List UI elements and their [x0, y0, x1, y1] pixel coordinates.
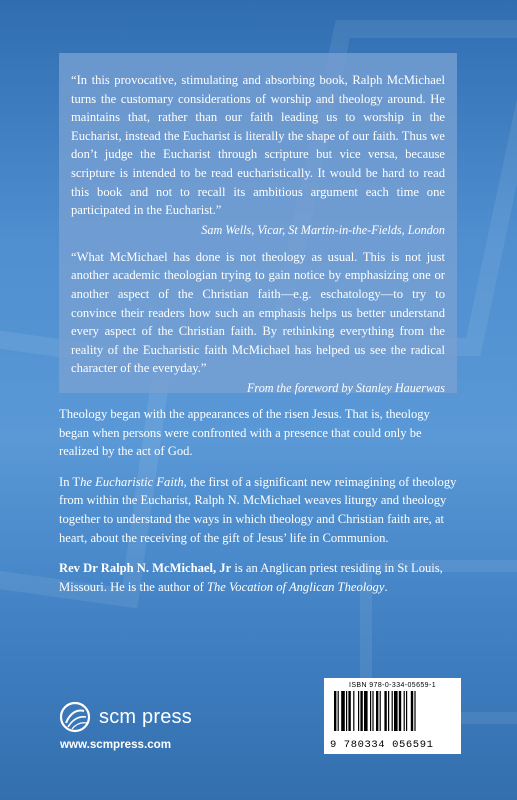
endorsement-attribution-2: From the foreword by Stanley Hauerwas — [246, 380, 445, 395]
barcode-bar — [384, 691, 386, 731]
book-title: he Eucharistic Faith — [80, 474, 184, 489]
author-name: Rev Dr Ralph N. McMichael, Jr — [59, 561, 232, 576]
publisher-name: scm press — [99, 706, 192, 728]
barcode-bar — [392, 691, 393, 731]
barcode-bar — [388, 691, 389, 731]
barcode-bar — [370, 691, 371, 731]
barcode-bar — [341, 691, 345, 731]
barcode-bar — [414, 691, 415, 731]
barcode-bar — [334, 691, 336, 731]
description-paragraph-1: Theology began with the appearances of the risen Jesus. That is, theology began when persons were confronted with a presence that could only be realized by the act of God. — [59, 407, 430, 459]
isbn-label: ISBN 978-0-334-05659-1 — [348, 682, 437, 689]
description-paragraph-2 — [59, 473, 457, 547]
barcode-bar — [360, 691, 362, 731]
isbn-barcode — [324, 678, 461, 754]
author-bio — [59, 559, 457, 596]
barcode-bar — [364, 691, 368, 731]
barcode-bar — [411, 691, 413, 731]
book-description — [59, 405, 457, 608]
publisher-website: www.scmpress.com — [60, 738, 172, 751]
barcode-bar — [394, 691, 398, 731]
endorsement-quote-1: “In this provocative, stimulating and absorbing book, Ralph McMichael turns the customary considerations of worship and theology around. He maintains that, rather than our faith leading us to worship in the Eucharist, instead the Eucharist is literally the shape of our faith. Thus we don’t judge the Eucharist through scripture but vice versa, because scripture is intended to be read eucharistically. It would be hard to read this book and not to recall its ambitious argument each time one participated in the Eucharist.” — [71, 73, 445, 218]
barcode-bar — [353, 691, 354, 731]
endorsement-quote-2: “What McMichael has done is not theology as usual. This is not just another academic theologian trying to gain notice by emphasizing one or another aspect of the Christian faith—e.g. eschatology—to try to convince their readers how such an emphasis helps us better understand every aspect of the Christian faith. By rethinking everything from the reality of the Eucharistic faith McMichael has helped us see the radical character of the everyday.” — [71, 249, 445, 376]
scm-press-logo-icon — [57, 699, 99, 741]
paragraph-rest: , the first of a significant new reimagining of theology from within the Eucharist, Ralph N. McMichael weaves liturgy and theology together to understand the ways in which theology and Christian faith are, at heart, about the receiving of the gift of Jesus’ life in Communion. — [59, 474, 457, 545]
barcode-bar — [338, 691, 339, 731]
author-other-book: The Vocation of Anglican Theology — [206, 579, 385, 594]
endorsements-panel — [59, 53, 457, 393]
barcode-bar — [348, 691, 350, 731]
author-bio-end: . — [384, 579, 388, 594]
barcode-bar — [358, 691, 359, 731]
endorsement-attribution-1: Sam Wells, Vicar, St Martin-in-the-Fields, London — [201, 222, 445, 237]
barcode-bar — [399, 691, 401, 731]
barcode-bar — [376, 691, 378, 731]
barcode-bar — [380, 691, 381, 731]
barcode-bar — [346, 691, 347, 731]
barcode-bar — [372, 691, 373, 731]
paragraph-prefix: In T — [59, 474, 81, 489]
author-bio-text: is an Anglican priest residing in St Louis, Missouri. He is the author of — [59, 561, 443, 594]
barcode-bar — [406, 691, 407, 731]
barcode-bars — [330, 691, 455, 739]
barcode-bar — [404, 691, 405, 731]
barcode-number: 9 780334 056591 — [330, 739, 434, 751]
